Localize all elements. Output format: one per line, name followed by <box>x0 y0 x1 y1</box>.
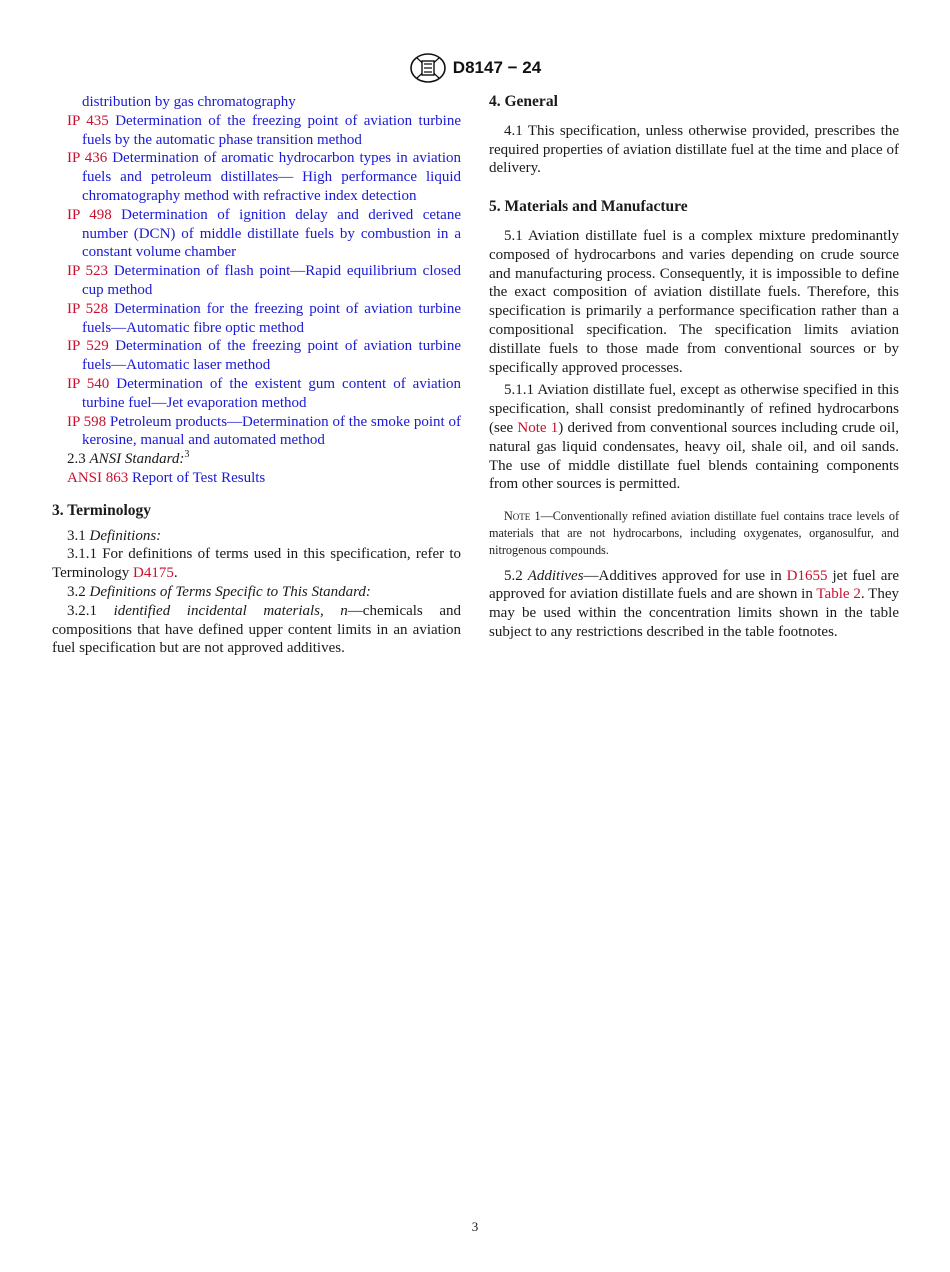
reference-code[interactable]: IP 529 <box>67 338 109 355</box>
reference-ip436 <box>52 149 461 205</box>
section-heading-materials: 5. Materials and Manufacture <box>489 198 688 216</box>
ansi-standard-heading <box>52 450 461 469</box>
paragraph-5-2 <box>489 567 899 642</box>
section-number: 3.2 <box>67 583 86 600</box>
page-number: 3 <box>471 1219 479 1234</box>
section-heading-terminology: 3. Terminology <box>52 501 152 519</box>
paragraph-4-1: 4.1 This specification, unless otherwise provided, prescribes the required properties of aviation distillate fuel at the time and place of delivery. <box>489 122 899 177</box>
paragraph-text: jet fuel are approved for aviation distillate fuels and are shown in <box>489 567 900 603</box>
paragraph-text: 3.1.1 For definitions of terms used in this specification, refer to Terminology <box>52 546 461 582</box>
reference-title[interactable]: Determination for the freezing point of aviation turbine fuels—Automatic fibre optic method <box>82 300 461 336</box>
section-heading-general: 4. General <box>489 93 558 110</box>
reference-title[interactable]: Determination of flash point—Rapid equilibrium closed cup method <box>82 263 461 298</box>
reference-title[interactable]: Determination of the existent gum content of aviation turbine fuel—Jet evaporation method <box>82 375 462 411</box>
reference-title[interactable]: Petroleum products—Determination of the smoke point of kerosine, manual and automated method <box>82 413 462 449</box>
paragraph-5-1: 5.1 Aviation distillate fuel is a complex mixture predominantly composed of hydrocarbons and varies depending on crude source and manufacturing process. Consequently, it is impossible to define the exact composition of aviation distillate fuels. Therefore, this specification is primarily a performance specification rather than a compositional specification. The specification limits aviation distillate fuels to those made from conventional sources or by specifically approved processes. <box>489 227 899 376</box>
reference-code[interactable]: IP 435 <box>67 112 109 129</box>
section-title: ANSI Standard: <box>89 451 185 468</box>
footnote-marker: 3 <box>184 449 190 461</box>
reference-code[interactable]: IP 598 <box>67 413 107 430</box>
section-number: 2.3 <box>67 451 86 468</box>
reference-ip540 <box>52 375 461 413</box>
astm-logo-icon <box>409 52 447 84</box>
section-number: 5.2 <box>504 567 523 584</box>
reference-ip528 <box>52 300 461 338</box>
reference-title[interactable]: Determination of the freezing point of aviation turbine fuels by the automatic phase transition method <box>82 112 462 148</box>
note-1 <box>489 508 899 558</box>
reference-code[interactable]: IP 523 <box>67 263 109 280</box>
paragraph-text: ) derived from conventional sources including crude oil, natural gas liquid condensates, heavy oil, shale oil, and oil sands. The use of middle distillate fuel blends containing components from other sources is permitted. <box>489 419 899 493</box>
definition-text: —chemicals and compositions that have defined upper content limits in an aviation fuel specification but are not approved additives. <box>52 602 461 657</box>
paragraph-3-1-1 <box>52 545 461 583</box>
note-label: Note 1 <box>504 509 541 524</box>
link-note-1[interactable]: Note 1 <box>517 419 559 436</box>
reference-ip498 <box>52 206 461 262</box>
reference-ip598 <box>52 413 461 451</box>
reference-code[interactable]: IP 528 <box>67 300 109 317</box>
paragraph-3-1 <box>52 527 461 546</box>
right-column <box>489 93 899 642</box>
reference-code[interactable]: ANSI 863 <box>67 469 129 486</box>
link-table-2[interactable]: Table 2 <box>816 586 861 603</box>
left-column <box>52 93 461 658</box>
reference-title[interactable]: Determination of aromatic hydrocarbon types in aviation fuels and petroleum distillates— High performance liquid chromatography method with refractive index detection <box>82 150 462 204</box>
reference-title[interactable]: Determination of ignition delay and derived cetane number (DCN) of middle distillate fuels by combustion in a constant volume chamber <box>82 206 461 261</box>
page-header <box>0 52 950 84</box>
section-title: Definitions: <box>89 527 162 544</box>
paragraph-text: . They may be used within the concentration limits shown in the table subject to any restrictions described in the table footnotes. <box>489 586 899 640</box>
reference-code[interactable]: IP 540 <box>67 375 110 392</box>
reference-title[interactable]: Determination of the freezing point of aviation turbine fuels—Automatic laser method <box>82 338 462 374</box>
section-number: 3.2.1 <box>67 602 97 619</box>
note-text: —Conventionally refined aviation distillate fuel contains trace levels of materials that are not hydrocarbons, including oxygenates, organosulfur, and nitrogenous compounds. <box>489 509 899 557</box>
reference-ip529 <box>52 337 461 375</box>
reference-continuation: distribution by gas chromatography <box>82 94 296 110</box>
reference-title[interactable]: Report of Test Results <box>132 469 266 486</box>
paragraph-text: 5.1.1 Aviation distillate fuel, except as otherwise specified in this specification, shall consist predominantly of refined hydrocarbons (see <box>489 382 899 436</box>
section-number: 3.1 <box>67 527 86 544</box>
paragraph-3-2 <box>52 583 461 602</box>
paragraph-text: —Additives approved for use in <box>583 567 782 584</box>
reference-code[interactable]: IP 498 <box>67 206 112 223</box>
section-title: Definitions of Terms Specific to This Standard: <box>89 583 371 600</box>
paragraph-5-1-1 <box>489 381 899 494</box>
link-d1655[interactable]: D1655 <box>786 567 828 584</box>
reference-ip523 <box>52 262 461 300</box>
paragraph-3-2-1 <box>52 602 461 658</box>
link-d4175[interactable]: D4175 <box>133 565 174 582</box>
section-title: Additives <box>527 567 584 584</box>
document-id: D8147 − 24 <box>452 58 542 77</box>
reference-ansi863 <box>52 469 461 488</box>
punctuation: . <box>173 565 178 582</box>
reference-code[interactable]: IP 436 <box>67 150 108 167</box>
reference-ip435 <box>52 112 461 150</box>
defined-term: identified incidental materials, n <box>113 602 348 619</box>
